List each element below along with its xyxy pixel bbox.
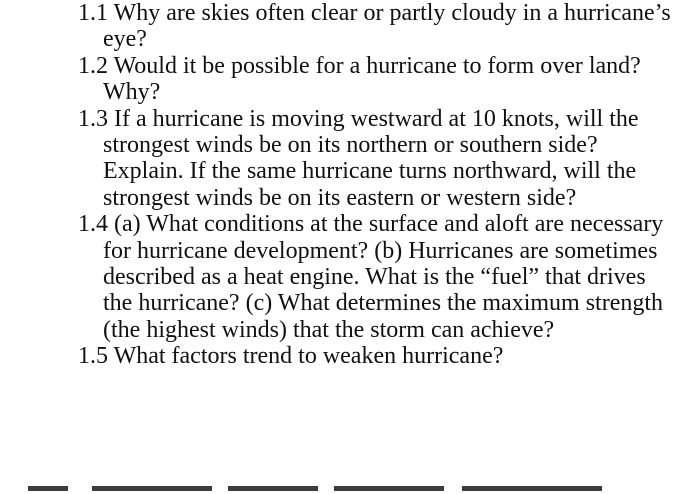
- cropped-text-fragment: [462, 486, 602, 494]
- question-1-4: 1.4 (a) What conditions at the surface and aloft are necessary for hurricane development? (b) Hurricanes are sometimes described as a heat engine. What is the “fuel” that drives the hurricane? (c) What determines the maximum strength (the highest winds) that the storm can achieve?: [78, 211, 664, 343]
- cropped-text-fragment: [334, 486, 444, 494]
- cropped-text-fragment: [92, 486, 212, 494]
- question-list: [78, 0, 678, 370]
- cropped-text-fragment: [28, 486, 68, 494]
- cropped-text-fragment: [228, 486, 318, 494]
- question-1-2: 1.2 Would it be possible for a hurricane to form over land? Why?: [78, 52, 641, 106]
- question-1-3: 1.3 If a hurricane is moving westward at 10 knots, will the strongest winds be on its northern or southern side? Explain. If the same hurricane turns northward, will the strongest winds be on its eastern or western side?: [78, 105, 639, 211]
- question-1-1: 1.1 Why are skies often clear or partly cloudy in a hurricane’s eye?: [78, 0, 671, 53]
- cropped-next-line: [0, 484, 700, 494]
- question-1-5: 1.5 What factors trend to weaken hurricane?: [78, 343, 504, 370]
